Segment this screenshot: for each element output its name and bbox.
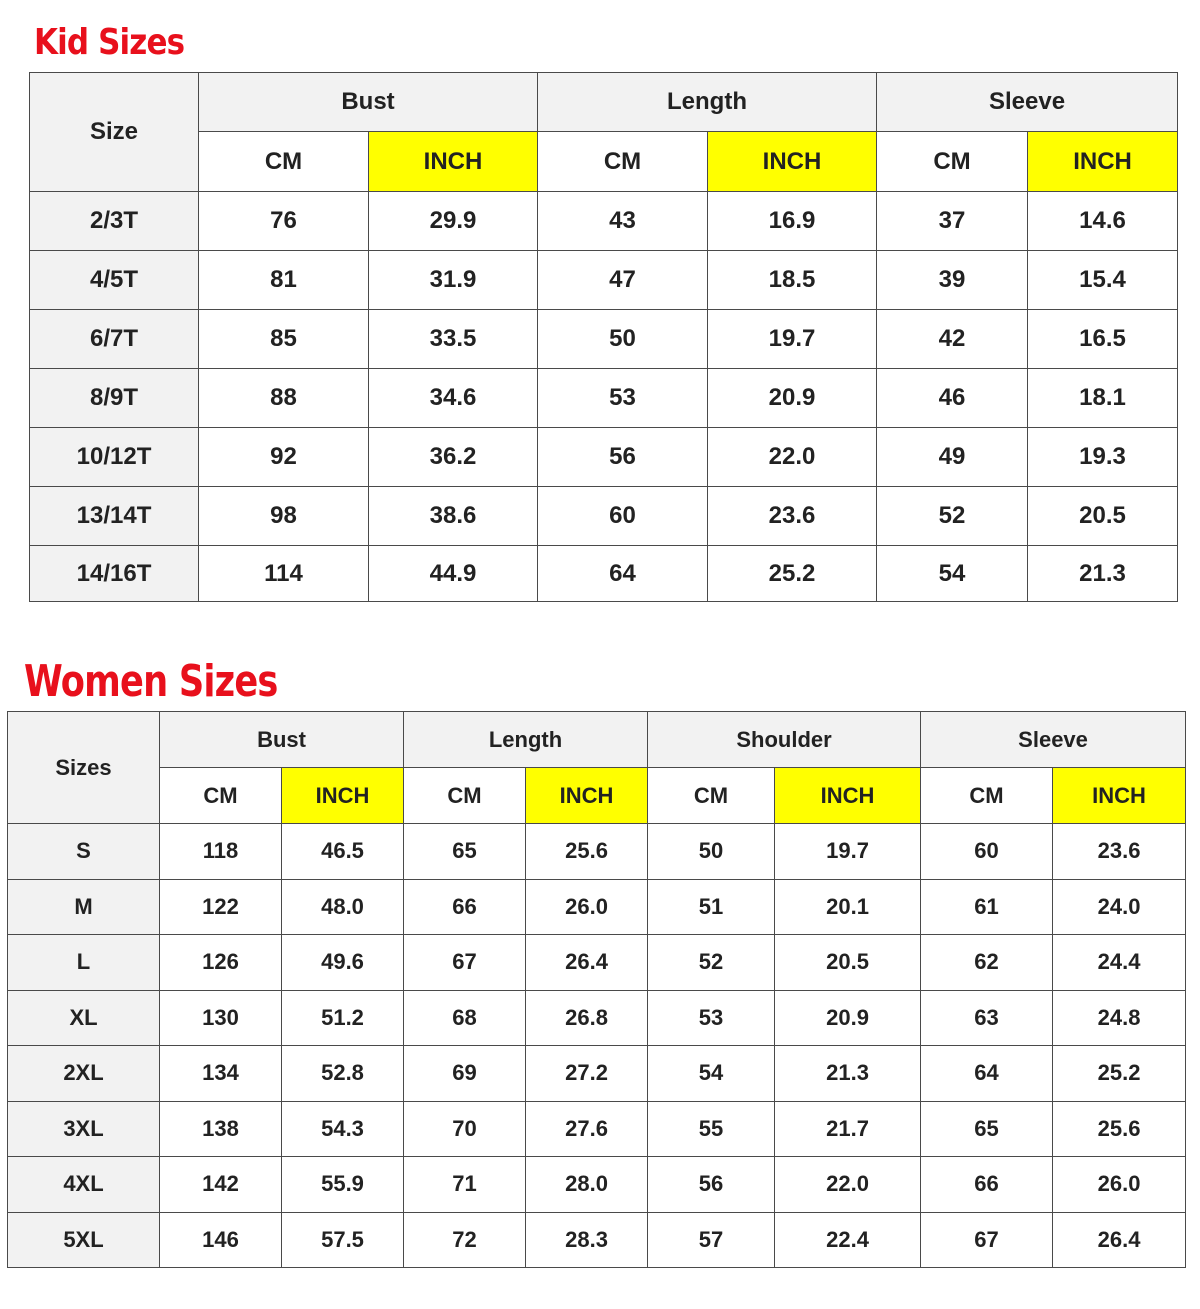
size-label-cell: 2XL bbox=[8, 1046, 160, 1102]
size-label-cell: 8/9T bbox=[30, 369, 199, 428]
inch-value-cell: 23.6 bbox=[1053, 824, 1186, 880]
sleeve-group-header: Sleeve bbox=[877, 73, 1178, 132]
cm-value-cell: 134 bbox=[160, 1046, 282, 1102]
length-group-header: Length bbox=[538, 73, 877, 132]
length-cm-header: CM bbox=[538, 132, 708, 192]
inch-value-cell: 22.0 bbox=[708, 428, 877, 487]
inch-value-cell: 20.9 bbox=[775, 990, 921, 1046]
inch-value-cell: 51.2 bbox=[282, 990, 404, 1046]
inch-value-cell: 20.1 bbox=[775, 879, 921, 935]
cm-value-cell: 47 bbox=[538, 251, 708, 310]
table-row bbox=[8, 1212, 1186, 1268]
inch-value-cell: 15.4 bbox=[1028, 251, 1178, 310]
inch-value-cell: 24.0 bbox=[1053, 879, 1186, 935]
length-inch-header: INCH bbox=[708, 132, 877, 192]
table-row bbox=[30, 428, 1178, 487]
size-label-cell: L bbox=[8, 935, 160, 991]
inch-value-cell: 19.7 bbox=[775, 824, 921, 880]
size-label-cell: 13/14T bbox=[30, 487, 199, 546]
cm-value-cell: 39 bbox=[877, 251, 1028, 310]
inch-value-cell: 25.6 bbox=[526, 824, 648, 880]
cm-value-cell: 51 bbox=[648, 879, 775, 935]
cm-value-cell: 50 bbox=[648, 824, 775, 880]
length-cm-header: CM bbox=[404, 768, 526, 824]
inch-value-cell: 16.9 bbox=[708, 192, 877, 251]
length-inch-header: INCH bbox=[526, 768, 648, 824]
cm-value-cell: 76 bbox=[199, 192, 369, 251]
inch-value-cell: 52.8 bbox=[282, 1046, 404, 1102]
inch-value-cell: 44.9 bbox=[369, 546, 538, 602]
cm-value-cell: 46 bbox=[877, 369, 1028, 428]
inch-value-cell: 23.6 bbox=[708, 487, 877, 546]
cm-value-cell: 65 bbox=[404, 824, 526, 880]
cm-value-cell: 53 bbox=[538, 369, 708, 428]
kid-size-table bbox=[29, 72, 1178, 602]
cm-value-cell: 60 bbox=[538, 487, 708, 546]
women-sizes-title: Women Sizes bbox=[24, 656, 278, 707]
inch-value-cell: 25.2 bbox=[708, 546, 877, 602]
table-row bbox=[8, 935, 1186, 991]
cm-value-cell: 142 bbox=[160, 1157, 282, 1213]
size-column-header: Size bbox=[30, 73, 199, 192]
cm-value-cell: 55 bbox=[648, 1101, 775, 1157]
sleeve-inch-header: INCH bbox=[1053, 768, 1186, 824]
shoulder-inch-header: INCH bbox=[775, 768, 921, 824]
inch-value-cell: 29.9 bbox=[369, 192, 538, 251]
kid-table-body bbox=[30, 192, 1178, 602]
inch-value-cell: 36.2 bbox=[369, 428, 538, 487]
inch-value-cell: 54.3 bbox=[282, 1101, 404, 1157]
cm-value-cell: 42 bbox=[877, 310, 1028, 369]
table-row bbox=[8, 1101, 1186, 1157]
cm-value-cell: 54 bbox=[648, 1046, 775, 1102]
inch-value-cell: 33.5 bbox=[369, 310, 538, 369]
size-label-cell: 4/5T bbox=[30, 251, 199, 310]
inch-value-cell: 18.1 bbox=[1028, 369, 1178, 428]
inch-value-cell: 22.4 bbox=[775, 1212, 921, 1268]
cm-value-cell: 68 bbox=[404, 990, 526, 1046]
cm-value-cell: 62 bbox=[921, 935, 1053, 991]
cm-value-cell: 81 bbox=[199, 251, 369, 310]
cm-value-cell: 126 bbox=[160, 935, 282, 991]
cm-value-cell: 66 bbox=[404, 879, 526, 935]
cm-value-cell: 50 bbox=[538, 310, 708, 369]
kid-sizes-title: Kid Sizes bbox=[34, 22, 185, 63]
size-label-cell: 6/7T bbox=[30, 310, 199, 369]
inch-value-cell: 20.5 bbox=[1028, 487, 1178, 546]
inch-value-cell: 48.0 bbox=[282, 879, 404, 935]
table-row bbox=[8, 1157, 1186, 1213]
table-row bbox=[30, 192, 1178, 251]
size-label-cell: XL bbox=[8, 990, 160, 1046]
inch-value-cell: 28.0 bbox=[526, 1157, 648, 1213]
size-label-cell: M bbox=[8, 879, 160, 935]
cm-value-cell: 37 bbox=[877, 192, 1028, 251]
inch-value-cell: 25.6 bbox=[1053, 1101, 1186, 1157]
cm-value-cell: 69 bbox=[404, 1046, 526, 1102]
table-row bbox=[30, 546, 1178, 602]
inch-value-cell: 38.6 bbox=[369, 487, 538, 546]
cm-value-cell: 85 bbox=[199, 310, 369, 369]
cm-value-cell: 92 bbox=[199, 428, 369, 487]
inch-value-cell: 34.6 bbox=[369, 369, 538, 428]
size-label-cell: 4XL bbox=[8, 1157, 160, 1213]
shoulder-cm-header: CM bbox=[648, 768, 775, 824]
cm-value-cell: 138 bbox=[160, 1101, 282, 1157]
table-row bbox=[8, 824, 1186, 880]
inch-value-cell: 26.4 bbox=[1053, 1212, 1186, 1268]
cm-value-cell: 66 bbox=[921, 1157, 1053, 1213]
bust-group-header: Bust bbox=[199, 73, 538, 132]
inch-value-cell: 20.9 bbox=[708, 369, 877, 428]
inch-value-cell: 21.7 bbox=[775, 1101, 921, 1157]
cm-value-cell: 114 bbox=[199, 546, 369, 602]
cm-value-cell: 52 bbox=[877, 487, 1028, 546]
size-label-cell: 3XL bbox=[8, 1101, 160, 1157]
table-row bbox=[30, 251, 1178, 310]
inch-value-cell: 27.6 bbox=[526, 1101, 648, 1157]
cm-value-cell: 61 bbox=[921, 879, 1053, 935]
bust-cm-header: CM bbox=[160, 768, 282, 824]
inch-value-cell: 57.5 bbox=[282, 1212, 404, 1268]
cm-value-cell: 72 bbox=[404, 1212, 526, 1268]
inch-value-cell: 25.2 bbox=[1053, 1046, 1186, 1102]
cm-value-cell: 122 bbox=[160, 879, 282, 935]
cm-value-cell: 98 bbox=[199, 487, 369, 546]
inch-value-cell: 18.5 bbox=[708, 251, 877, 310]
inch-value-cell: 26.0 bbox=[1053, 1157, 1186, 1213]
shoulder-group-header: Shoulder bbox=[648, 712, 921, 768]
women-table-body bbox=[8, 824, 1186, 1268]
size-label-cell: 14/16T bbox=[30, 546, 199, 602]
inch-value-cell: 26.8 bbox=[526, 990, 648, 1046]
cm-value-cell: 130 bbox=[160, 990, 282, 1046]
inch-value-cell: 26.0 bbox=[526, 879, 648, 935]
inch-value-cell: 31.9 bbox=[369, 251, 538, 310]
inch-value-cell: 16.5 bbox=[1028, 310, 1178, 369]
women-size-table bbox=[7, 711, 1186, 1268]
cm-value-cell: 64 bbox=[538, 546, 708, 602]
cm-value-cell: 65 bbox=[921, 1101, 1053, 1157]
inch-value-cell: 46.5 bbox=[282, 824, 404, 880]
inch-value-cell: 26.4 bbox=[526, 935, 648, 991]
inch-value-cell: 27.2 bbox=[526, 1046, 648, 1102]
size-label-cell: 2/3T bbox=[30, 192, 199, 251]
cm-value-cell: 57 bbox=[648, 1212, 775, 1268]
cm-value-cell: 53 bbox=[648, 990, 775, 1046]
length-group-header: Length bbox=[404, 712, 648, 768]
cm-value-cell: 49 bbox=[877, 428, 1028, 487]
sleeve-cm-header: CM bbox=[921, 768, 1053, 824]
table-row bbox=[8, 879, 1186, 935]
cm-value-cell: 64 bbox=[921, 1046, 1053, 1102]
table-row bbox=[8, 1046, 1186, 1102]
cm-value-cell: 70 bbox=[404, 1101, 526, 1157]
table-row bbox=[30, 369, 1178, 428]
bust-inch-header: INCH bbox=[282, 768, 404, 824]
table-row bbox=[30, 487, 1178, 546]
inch-value-cell: 49.6 bbox=[282, 935, 404, 991]
cm-value-cell: 67 bbox=[404, 935, 526, 991]
inch-value-cell: 24.8 bbox=[1053, 990, 1186, 1046]
inch-value-cell: 28.3 bbox=[526, 1212, 648, 1268]
cm-value-cell: 54 bbox=[877, 546, 1028, 602]
inch-value-cell: 21.3 bbox=[1028, 546, 1178, 602]
bust-cm-header: CM bbox=[199, 132, 369, 192]
cm-value-cell: 43 bbox=[538, 192, 708, 251]
sleeve-cm-header: CM bbox=[877, 132, 1028, 192]
bust-group-header: Bust bbox=[160, 712, 404, 768]
inch-value-cell: 21.3 bbox=[775, 1046, 921, 1102]
table-row bbox=[30, 310, 1178, 369]
inch-value-cell: 22.0 bbox=[775, 1157, 921, 1213]
cm-value-cell: 60 bbox=[921, 824, 1053, 880]
inch-value-cell: 20.5 bbox=[775, 935, 921, 991]
cm-value-cell: 88 bbox=[199, 369, 369, 428]
inch-value-cell: 14.6 bbox=[1028, 192, 1178, 251]
cm-value-cell: 118 bbox=[160, 824, 282, 880]
sleeve-inch-header: INCH bbox=[1028, 132, 1178, 192]
inch-value-cell: 19.7 bbox=[708, 310, 877, 369]
inch-value-cell: 24.4 bbox=[1053, 935, 1186, 991]
cm-value-cell: 56 bbox=[648, 1157, 775, 1213]
size-label-cell: S bbox=[8, 824, 160, 880]
table-row bbox=[8, 990, 1186, 1046]
size-label-cell: 5XL bbox=[8, 1212, 160, 1268]
size-label-cell: 10/12T bbox=[30, 428, 199, 487]
cm-value-cell: 67 bbox=[921, 1212, 1053, 1268]
bust-inch-header: INCH bbox=[369, 132, 538, 192]
cm-value-cell: 63 bbox=[921, 990, 1053, 1046]
cm-value-cell: 146 bbox=[160, 1212, 282, 1268]
sizes-column-header: Sizes bbox=[8, 712, 160, 824]
cm-value-cell: 52 bbox=[648, 935, 775, 991]
cm-value-cell: 56 bbox=[538, 428, 708, 487]
inch-value-cell: 55.9 bbox=[282, 1157, 404, 1213]
cm-value-cell: 71 bbox=[404, 1157, 526, 1213]
sleeve-group-header: Sleeve bbox=[921, 712, 1186, 768]
inch-value-cell: 19.3 bbox=[1028, 428, 1178, 487]
